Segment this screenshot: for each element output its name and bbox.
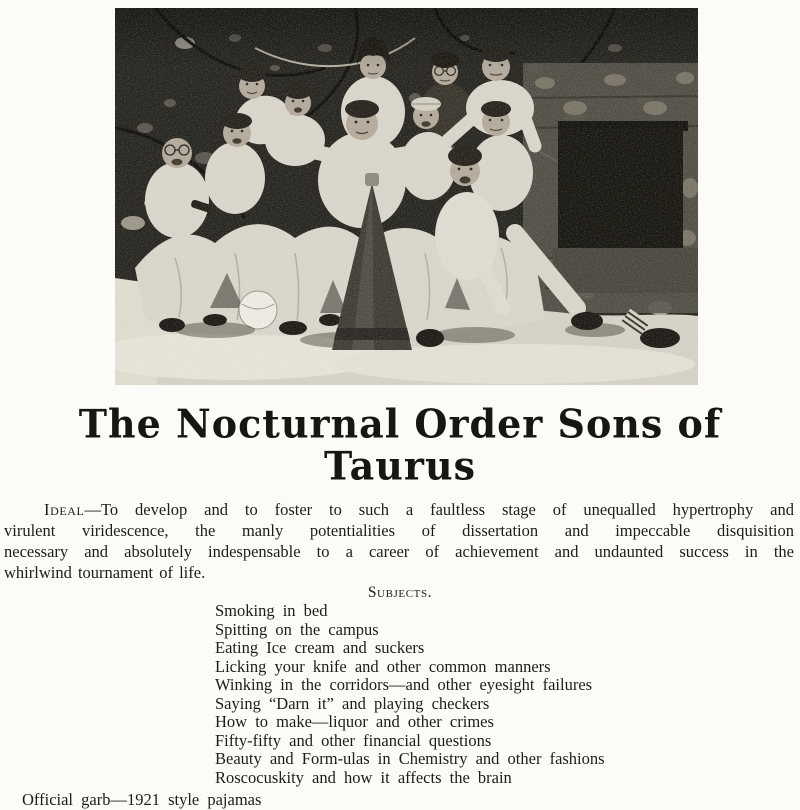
subjects-list <box>215 602 800 787</box>
ideal-line-4: whirlwind tournament of life. <box>4 563 206 582</box>
photo-grain <box>115 8 698 385</box>
subject-item: Fifty-fifty and other financial questions <box>215 730 492 750</box>
ideal-paragraph <box>4 499 794 583</box>
ideal-line-1 <box>4 499 794 520</box>
ideal-line-1-text: —To develop and to foster to such a faultless stage of unequalled hypertrophy and <box>84 500 794 519</box>
subject-item: Saying “Darn it” and playing checkers <box>215 693 490 713</box>
subject-item: How to make—liquor and other crimes <box>215 712 494 731</box>
page-title: The Nocturnal Order Sons of Taurus <box>78 400 722 489</box>
subjects-heading-text: Subjects. <box>367 584 433 601</box>
subject-item: Licking your knife and other common manners <box>215 656 551 676</box>
official-garb-line: Official garb—1921 style pajamas <box>22 790 262 809</box>
subject-item: Eating Ice cream and suckers <box>215 638 425 657</box>
subject-item: Roscocuskity and how it affects the brain <box>215 767 512 787</box>
ideal-line-3: necessary and absolutely indespensable to a career of achievement and undaunted success in the <box>4 542 794 561</box>
subject-item: Spitting on the campus <box>215 619 379 639</box>
ideal-label: Ideal <box>44 500 85 519</box>
subject-item: Beauty and Form-ulas in Chemistry and other fashions <box>215 749 605 768</box>
subjects-heading <box>0 584 800 601</box>
group-photo <box>115 8 698 385</box>
group-photo-illustration <box>115 8 698 385</box>
subject-item: Winking in the corridors—and other eyesight failures <box>215 675 593 694</box>
ideal-line-2: virulent viridescence, the manly potentialities of dissertation and impeccable disquisition <box>4 521 794 540</box>
subject-item: Smoking in bed <box>215 601 328 620</box>
